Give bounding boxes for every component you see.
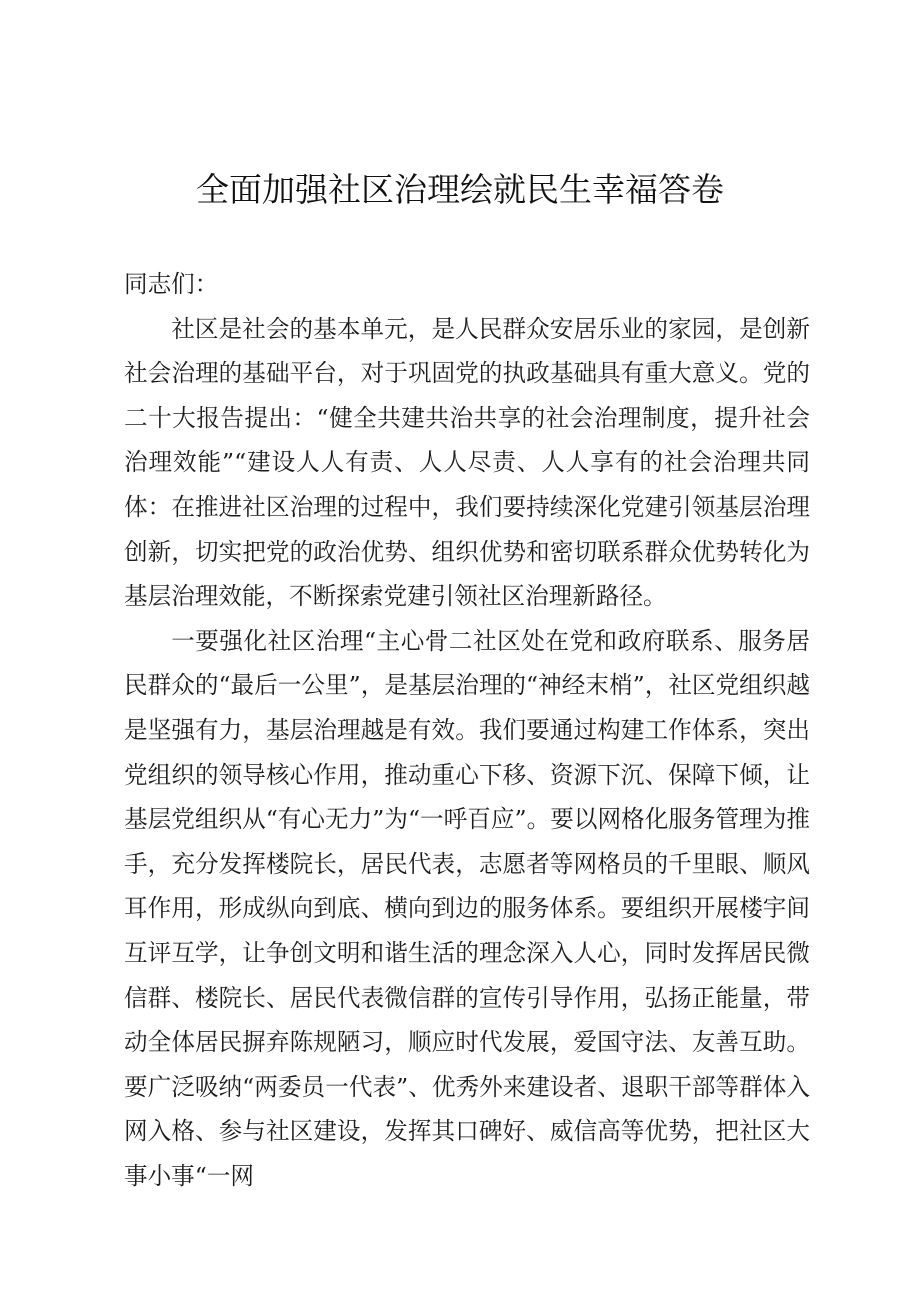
document-title: 全面加强社区治理绘就民生幸福答卷 — [196, 170, 724, 209]
salutation: 同志们： — [124, 270, 219, 298]
paragraph-intro: 社区是社会的基本单元，是人民群众安居乐业的家园，是创新社会治理的基础平台，对于巩固党的执政基础具有重大意义。党的二十大报告提出：“健全共建共治共享的社会治理制度，提升社会治理效能”“建设人人有责、人人尽责、人人享有的社会治理共同体：在推进社区治理的过程中，我们要持续深化党建引领基层治理创新，切实把党的政治优势、组织优势和密切联系群众优势转化为基层治理效能，不断探索党建引领社区治理新路径。 — [124, 314, 810, 611]
document-body — [124, 262, 810, 1198]
paragraph-point-one: 一要强化社区治理“主心骨二社区处在党和政府联系、服务居民群众的“最后一公里”，是基层治理的“神经末梢”，社区党组织越是坚强有力，基层治理越是有效。我们要通过构建工作体系，突出党组织的领导核心作用，推动重心下移、资源下沉、保障下倾，让基层党组织从“有心无力”为“一呼百应”。要以网格化服务管理为推手，充分发挥楼院长，居民代表，志愿者等网格员的千里眼、顺风耳作用，形成纵向到底、横向到边的服务体系。要组织开展楼宇间互评互学，让争创文明和谐生活的理念深入人心，同时发挥居民微信群、楼院长、居民代表微信群的宣传引导作用，弘扬正能量，带动全体居民摒弃陈规陋习，顺应时代发展，爱国守法、友善互助。要广泛吸纳“两委员一代表”、优秀外来建设者、退职干部等群体入网入格、参与社区建设，发挥其口碑好、威信高等优势，把社区大事小事“一网 — [124, 626, 810, 1190]
